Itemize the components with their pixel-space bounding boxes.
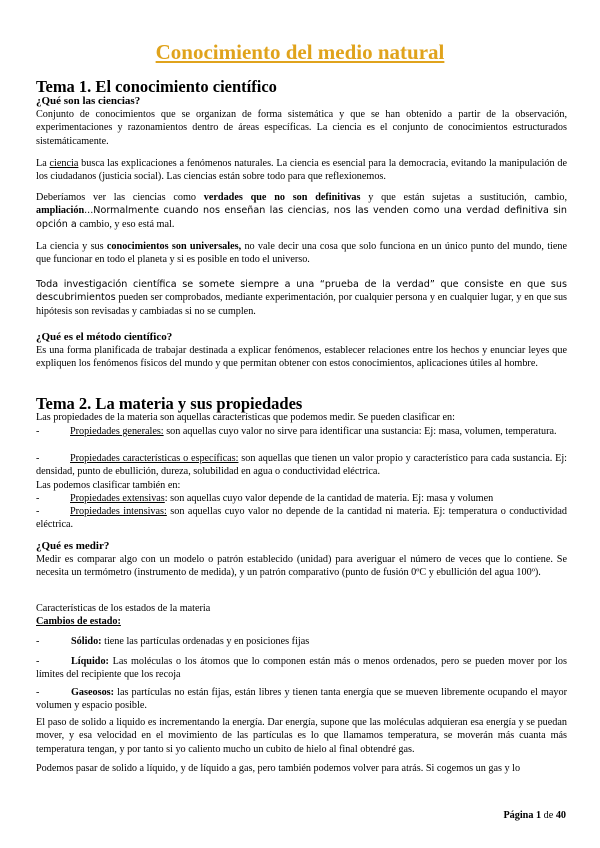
list-item-gaseosos: - Gaseosos: las partículas no están fijas, están libres y tienen tanta energía que se mueven libremente ocupando el mayor volumen y espacio posible. <box>36 687 567 712</box>
paragraph-definition: Conjunto de conocimientos que se organizan de forma sistemática y que se han obtenido a partir de la observación, experimentaciones y razonamientos dentro de áreas específicas. La ciencia es el conjunto de conocimientos estructurados sistemáticamente. <box>36 109 567 147</box>
section-heading-tema1: Tema 1. El conocimiento científico <box>36 77 277 96</box>
page-footer: Página 1 de 40 <box>503 810 566 821</box>
paragraph-universales: La ciencia y sus conocimientos son universales, no vale decir una cosa que solo funciona en un único punto del mundo, tiene que funcionar en todo el planeta y si es posible en todo el universo. <box>36 241 567 266</box>
paragraph-also: Las podemos clasificar también en: <box>36 480 181 491</box>
section-heading-tema2: Tema 2. La materia y sus propiedades <box>36 394 303 413</box>
page-number: 1 <box>536 810 542 821</box>
list-item-generales: - Propiedades generales: son aquellas cuyo valor no sirve para identificar una sustancia: Ej: masa, volumen, temperatura. <box>36 426 557 437</box>
list-item-intensivas: - Propiedades intensivas: son aquellas cuyo valor no depende de la cantidad ni materia. Ej: temperatura o conductividad eléctrica. <box>36 506 568 531</box>
paragraph-metodo: Es una forma planificada de trabajar destinada a explicar fenómenos, establecer relaciones entre los hechos y enunciar leyes que expliquen los fenómenos físicos del mundo y que permitan obtener con estos conocimientos, aplicaciones útiles al hombre. <box>36 345 567 370</box>
paragraph-estados-title: Características de los estados de la materia <box>36 603 211 614</box>
paragraph-paso-solido: El paso de solido a liquido es incrementando la energía. Dar energía, supone que las moléculas adquieran esa energía y se puedan mover, y esa velocidad en el movimiento de las partículas es lo que llamamos temperatura, se moverán más cuanta más temperatura tengan, y por tanto si yo caliento mucho un cubito de hielo al final obtendré gas. <box>36 717 567 755</box>
cambios-de-estado-heading: Cambios de estado: <box>36 616 121 627</box>
paragraph-prueba-verdad: Toda investigación científica se somete siempre a una “prueba de la verdad” que consiste en que sus descubrimientos pueden ser comprobados, mediante experimentación, por cualquier persona y en cualquier lugar, y en que sus hipótesis son revisadas y cambiadas si no se cumplen. <box>36 279 567 317</box>
paragraph-verdades: Deberíamos ver las ciencias como verdades que no son definitivas y que están sujetas a sustitución, cambio, ampliación...Normalmente cuando nos enseñan las ciencias, nos las venden como una verdad definitiva sin opción a cambio, y eso está mal. <box>36 192 567 230</box>
list-item-caracteristicas: - Propiedades características o específicas: son aquellas que tienen un valor propio y característico para cada sustancia. Ej: densidad, punto de ebullición, dureza, solubilidad en agua o conductividad eléctrica. <box>36 453 568 478</box>
underlined-word-ciencia: ciencia <box>49 158 79 169</box>
page-total: 40 <box>555 810 566 821</box>
question-heading-ciencias: ¿Qué son las ciencias? <box>36 95 141 107</box>
paragraph-propiedades-intro: Las propiedades de la materia son aquellas características que podemos medir. Se pueden clasificar en: <box>36 412 455 423</box>
paragraph-ciencia-busca: La ciencia busca las explicaciones a fenómenos naturales. La ciencia es esencial para la democracia, evitando la manipulación de los ciudadanos (justicia social). Las ciencias están sobre todo para que reflexionemos. <box>36 158 567 183</box>
list-item-solido: - Sólido: tiene las partículas ordenadas y en posiciones fijas <box>36 636 310 647</box>
list-item-liquido: - Líquido: Las moléculas o los átomos que lo componen están más o menos ordenados, pero se pueden mover por los límites del recipiente que los recoja <box>36 656 567 681</box>
paragraph-medir: Medir es comparar algo con un modelo o patrón establecido (unidad) para averiguar el número de veces que lo contiene. Se necesita un termómetro (instrumento de medida), y un patrón comparativo (punto de fusión 0ºC y ebullición del agua 100º). <box>36 554 567 579</box>
document-title: Conocimiento del medio natural <box>155 40 445 64</box>
list-item-extensivas: - Propiedades extensivas: son aquellas cuyo valor depende de la cantidad de materia. Ej: masa y volumen <box>36 493 494 504</box>
question-heading-medir: ¿Qué es medir? <box>36 540 110 552</box>
question-heading-metodo: ¿Qué es el método científico? <box>36 331 173 343</box>
paragraph-pasar-liquido: Podemos pasar de solido a líquido, y de líquido a gas, pero también podemos volver para atrás. Si cogemos un gas y lo <box>36 763 521 774</box>
